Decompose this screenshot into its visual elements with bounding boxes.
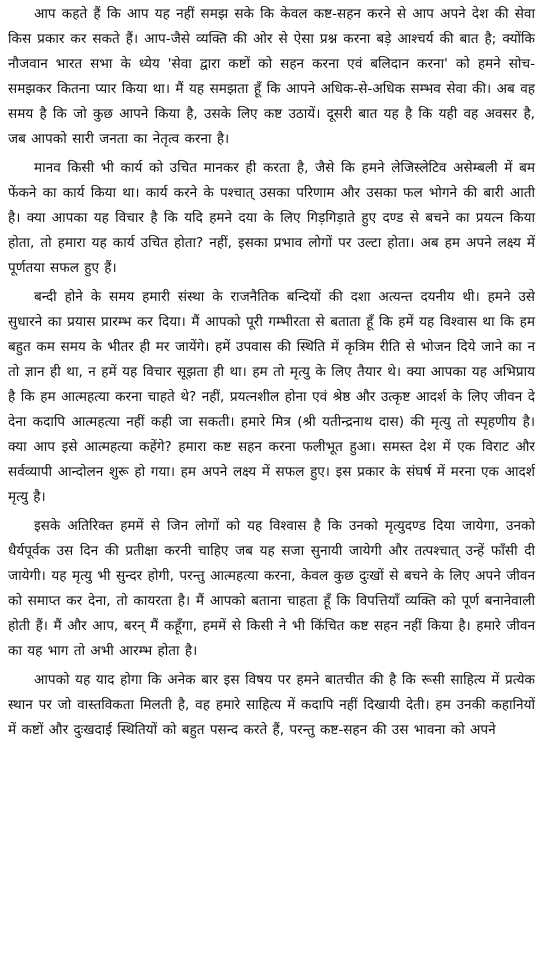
paragraph-5: आपको यह याद होगा कि अनेक बार इस विषय पर हमने बातचीत की है कि रूसी साहित्य में प्रत्येक स्थान पर जो वास्तविकता मिलती है, वह हमारे साहित्य में कदापि नहीं दिखायी देती। हम उनकी कहानियों में कष्टों और दुःखदाई स्थितियों को बहुत पसन्द करते हैं, परन्तु कष्ट-सहन की उस भावना को अपने [8, 672, 535, 738]
paragraph-1: आप कहते हैं कि आप यह नहीं समझ सके कि केवल कष्ट-सहन करने से आप अपने देश की सेवा किस प्रकार कर सकते हैं। आप-जैसे व्यक्ति की ओर से ऐसा प्रश्न करना बड़े आश्चर्य की बात है; क्योंकि नौजवान भारत सभा के ध्येय 'सेवा द्वारा कष्टों को सहन करना एवं बलिदान करना' को हमने सोच-समझकर कितना प्यार किया था। मैं यह समझता हूँ कि आपने अधिक-से-अधिक सम्भव सेवा की। अब वह समय है कि जो कुछ आपने किया है, उसके लिए कष्ट उठायें। दूसरी बात यह है कि यही वह अवसर है, जब आपको सारी जनता का नेतृत्व करना है। [8, 6, 535, 147]
paragraph-2: मानव किसी भी कार्य को उचित मानकर ही करता है, जैसे कि हमने लेजिस्लेटिव असेम्बली में बम फेंकने का कार्य किया था। कार्य करने के पश्चात् उसका परिणाम और उसका फल भोगने की बारी आती है। क्या आपका यह विचार है कि यदि हमने दया के लिए गिड़गिड़ाते हुए दण्ड से बचने का प्रयत्न किया होता, तो हमारा यह कार्य उचित होता? नहीं, इसका प्रभाव लोगों पर उल्टा होता। अब हम अपने लक्ष्य में पूर्णतया सफल हुए हैं। [8, 160, 535, 276]
paragraph-3: बन्दी होने के समय हमारी संस्था के राजनैतिक बन्दियों की दशा अत्यन्त दयनीय थी। हमने उसे सुधारने का प्रयास प्रारम्भ कर दिया। मैं आपको पूरी गम्भीरता से बताता हूँ कि हमें यह विश्वास था कि हम बहुत कम समय के भीतर ही मर जायेंगे। हमें उपवास की स्थिति में कृत्रिम रीति से भोजन दिये जाने का न तो ज्ञान ही था, न हमें यह विचार सूझता ही था। हम तो मृत्यु के लिए तैयार थे। क्या आपका यह अभिप्राय है कि हम आत्महत्या करना चाहते थे? नहीं, प्रयत्नशील होना एवं श्रेष्ठ और उत्कृष्ट आदर्श के लिए जीवन दे देना कदापि आत्महत्या नहीं कही जा सकती। हमारे मित्र (श्री यतीन्द्रनाथ दास) की मृत्यु तो स्पृहणीय है। क्या आप इसे आत्महत्या कहेंगे? हमारा कष्ट सहन करना फलीभूत हुआ। समस्त देश में एक विराट और सर्वव्यापी आन्दोलन शुरू हो गया। हम अपने लक्ष्य में सफल हुए। इस प्रकार के संघर्ष में मरना एक आदर्श मृत्यु है। [8, 289, 535, 505]
paragraph-4: इसके अतिरिक्त हममें से जिन लोगों को यह विश्वास है कि उनको मृत्युदण्ड दिया जायेगा, उनको धैर्यपूर्वक उस दिन की प्रतीक्षा करनी चाहिए जब यह सजा सुनायी जायेगी और तत्पश्चात् उन्हें फाँसी दी जायेगी। यह मृत्यु भी सुन्दर होगी, परन्तु आत्महत्या करना, केवल कुछ दुःखों से बचने के लिए अपने जीवन को समाप्त कर देना, तो कायरता है। मैं आपको बताना चाहता हूँ कि विपत्तियाँ व्यक्ति को पूर्ण बनानेवाली होती हैं। मैं और आप, बरन् मैं कहूँगा, हममें से किसी ने भी किंचित कष्ट सहन नहीं किया है। हमारे जीवन का यह भाग तो अभी आरम्भ होता है। [8, 518, 535, 659]
